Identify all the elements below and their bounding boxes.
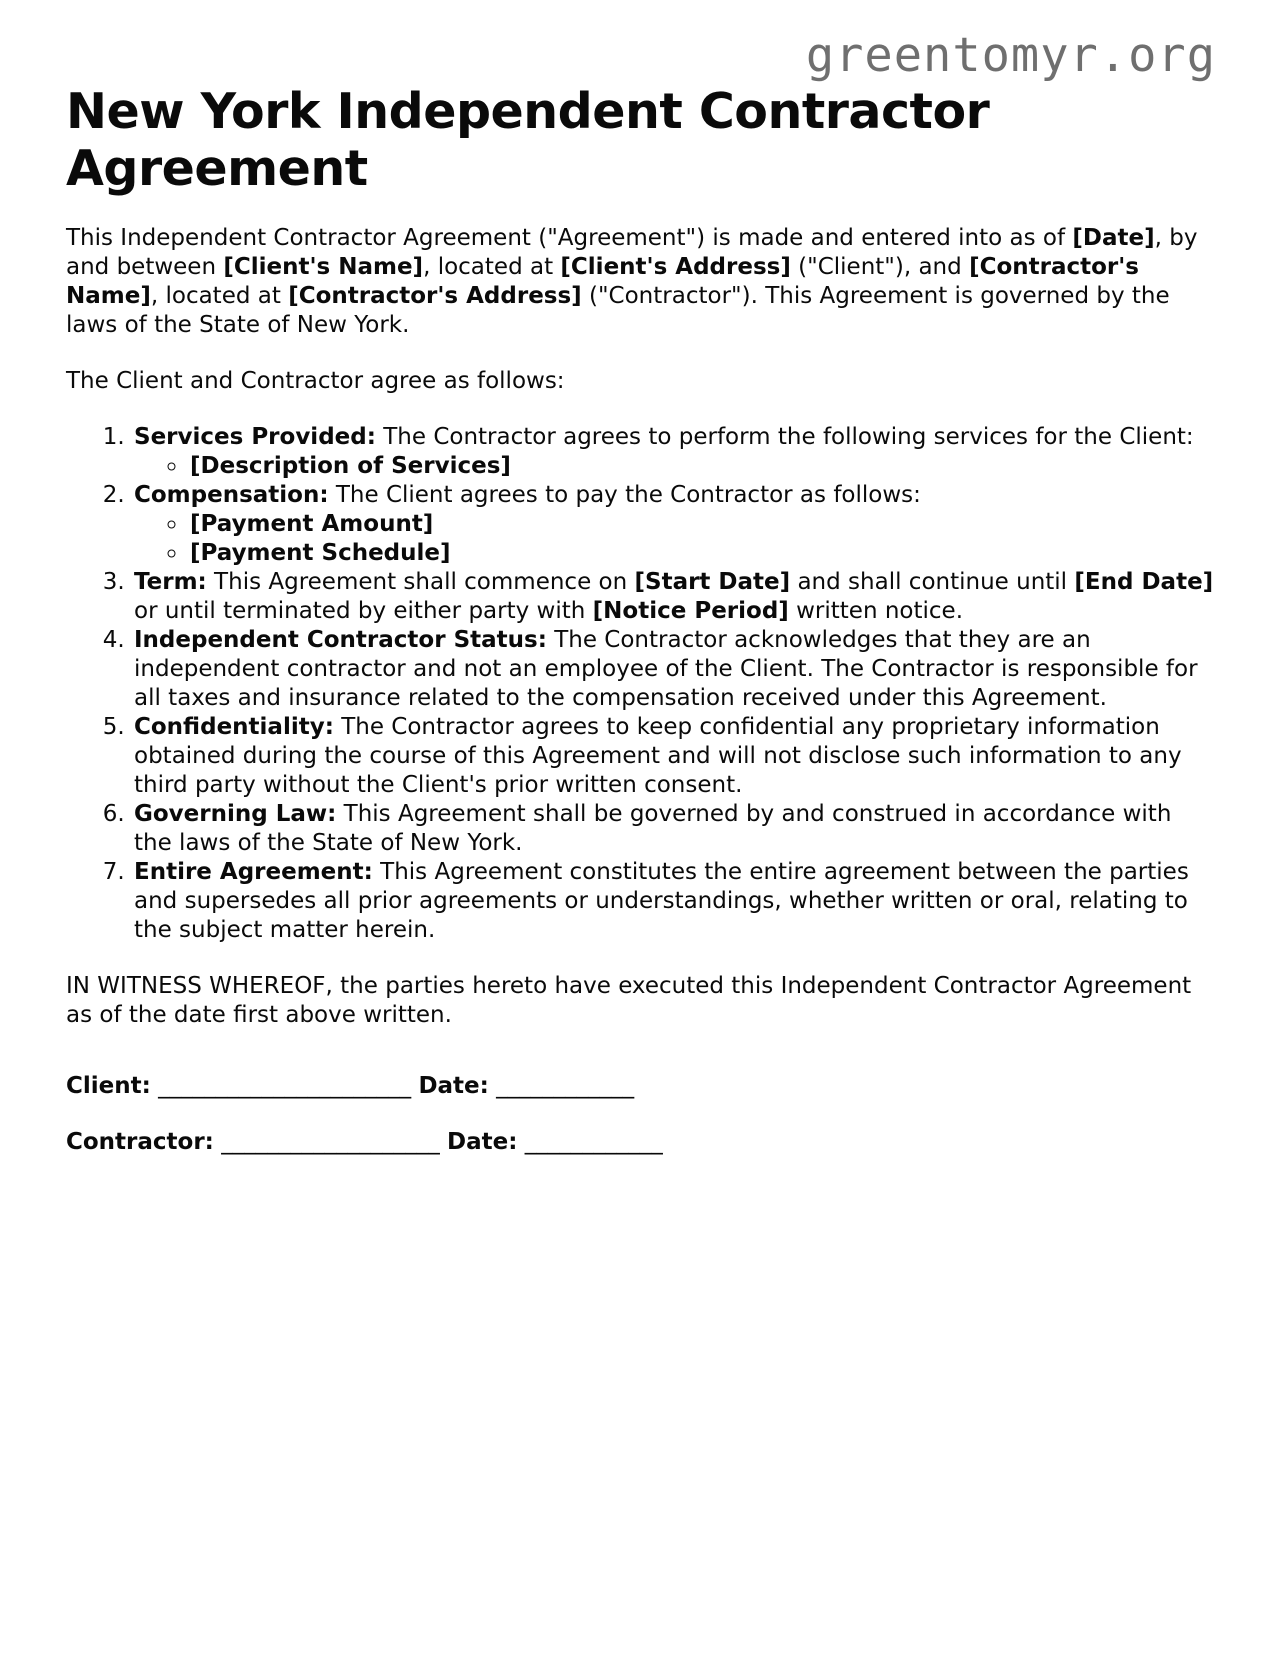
document-body xyxy=(66,224,1216,1157)
document-title: New York Independent Contractor Agreement xyxy=(66,82,990,197)
clause-text: Confidentiality: The Contractor agrees to keep confidential any proprietary information obtained during the course of this Agreement and will not disclose such information to any third party without the Client's prior written consent. xyxy=(134,714,1182,799)
clauses-list xyxy=(66,423,1216,945)
agreement-lead-in: The Client and Contractor agree as follows: xyxy=(66,368,565,395)
clause-text: Term: This Agreement shall commence on [Start Date] and shall continue until [End Date] or until terminated by either party with [Notice Period] written notice. xyxy=(134,569,1214,625)
clause-sub-list xyxy=(134,510,1216,568)
clause-text: Services Provided: The Contractor agrees to perform the following services for the Client: xyxy=(134,424,1194,451)
clause-text: Governing Law: This Agreement shall be governed by and construed in accordance with the laws of the State of New York. xyxy=(134,801,1172,857)
clause-governing-law xyxy=(132,800,1216,858)
client-signature-label: Client: xyxy=(66,1073,151,1100)
placeholder-description-of-services: ◦ [Description of Services] xyxy=(188,452,1216,481)
clause-text: Independent Contractor Status: The Contractor acknowledges that they are an independent contractor and not an employee of the Client. The Contractor is responsible for all taxes and insurance related to the compensation received under this Agreement. xyxy=(134,627,1198,712)
contractor-signature-blank: ___________________ xyxy=(221,1129,440,1156)
clause-confidentiality xyxy=(132,713,1216,800)
clause-services-provided xyxy=(132,423,1216,481)
client-date-blank: ____________ xyxy=(496,1073,635,1100)
clause-independent-contractor-status xyxy=(132,626,1216,713)
clause-text: Compensation: The Client agrees to pay the Contractor as follows: xyxy=(134,482,921,509)
placeholder-payment-schedule: ◦ [Payment Schedule] xyxy=(188,539,1216,568)
contractor-date-label: Date: xyxy=(447,1129,518,1156)
contractor-signature-label: Contractor: xyxy=(66,1129,214,1156)
contractor-signature-row xyxy=(66,1128,1216,1157)
contractor-date-blank: ____________ xyxy=(524,1129,663,1156)
witness-paragraph: IN WITNESS WHEREOF, the parties hereto have executed this Independent Contractor Agreement as of the date first above written. xyxy=(66,973,1192,1029)
clause-term xyxy=(132,568,1216,626)
clause-text: Entire Agreement: This Agreement constitutes the entire agreement between the parties and supersedes all prior agreements or understandings, whether written or oral, relating to the subject matter herein. xyxy=(134,859,1189,944)
client-date-label: Date: xyxy=(418,1073,489,1100)
placeholder-payment-amount: ◦ [Payment Amount] xyxy=(188,510,1216,539)
clause-entire-agreement xyxy=(132,858,1216,945)
client-signature-blank: ______________________ xyxy=(158,1073,412,1100)
client-signature-row xyxy=(66,1072,1216,1101)
intro-paragraph: This Independent Contractor Agreement ("Agreement") is made and entered into as of [Date], by and between [Client's Name], located at [Client's Address] ("Client"), and [Contractor's Name], located at [Contractor's Address] ("Contractor"). This Agreement is governed by the laws of the State of New York. xyxy=(66,225,1198,339)
clause-sub-list xyxy=(134,452,1216,481)
clause-compensation xyxy=(132,481,1216,568)
site-watermark: greentomyr.org xyxy=(805,28,1216,83)
